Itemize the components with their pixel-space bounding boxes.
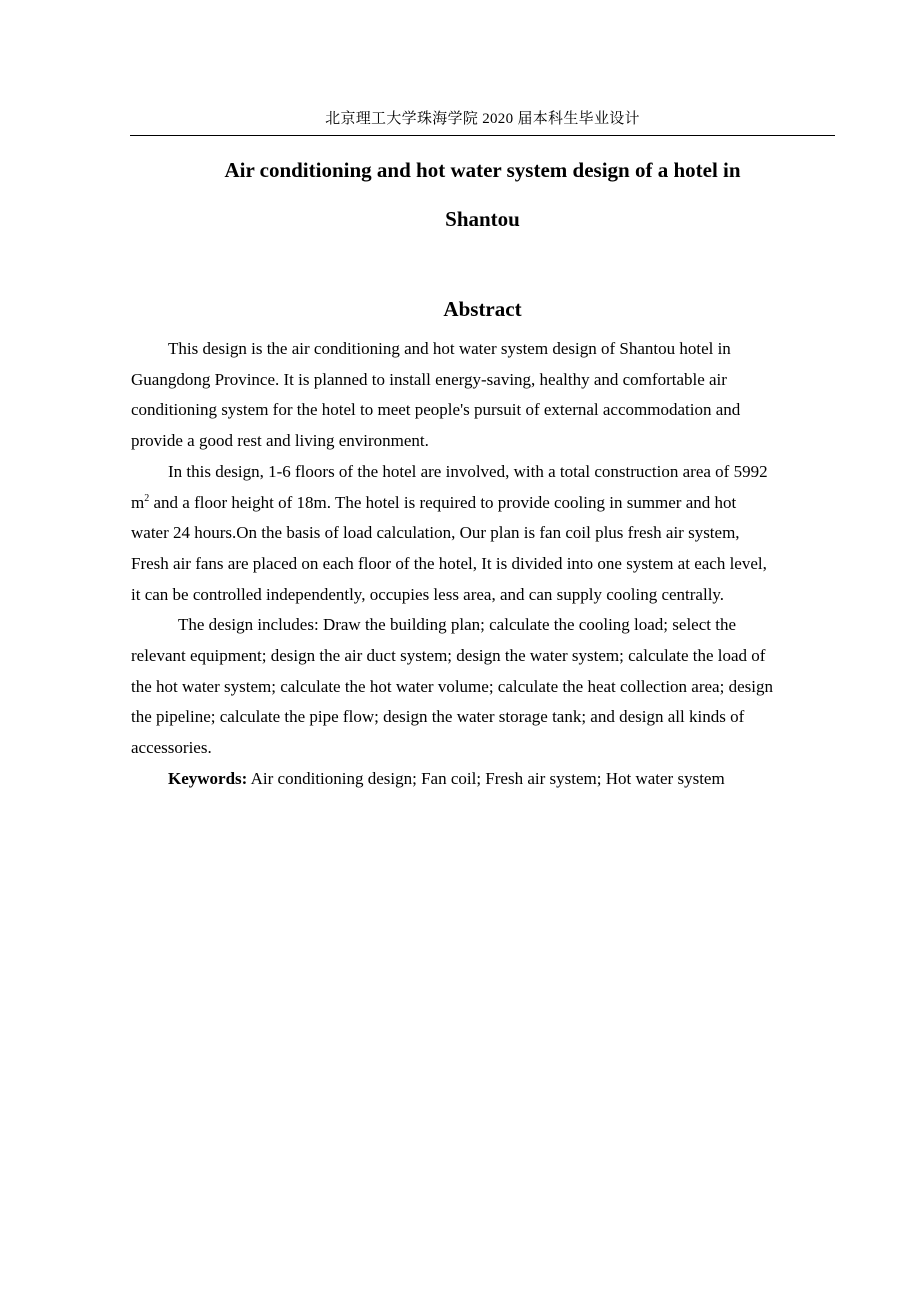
paragraph-1-line: conditioning system for the hotel to meet people's pursuit of external accommodation and: [131, 400, 741, 420]
thesis-title: [130, 146, 835, 244]
thesis-title-line-1: Air conditioning and hot water system design of a hotel in: [224, 158, 741, 182]
thesis-title-line-2: Shantou: [445, 207, 520, 231]
running-header: 北京理工大学珠海学院 2020 届本科生毕业设计: [325, 111, 640, 127]
paragraph-3-line: the pipeline; calculate the pipe flow; design the water storage tank; and design all kinds of: [131, 707, 745, 727]
paragraph-3-line: relevant equipment; design the air duct system; design the water system; calculate the load of: [131, 646, 766, 666]
keywords-line: [131, 764, 837, 795]
paragraph-3-line: the hot water system; calculate the hot water volume; calculate the heat collection area; design: [131, 676, 773, 696]
paragraph-3-line: The design includes: Draw the building plan; calculate the cooling load; select the: [178, 615, 736, 635]
paragraph-3-line: accessories.: [131, 738, 212, 758]
paragraph-1-line: Guangdong Province. It is planned to install energy-saving, healthy and comfortable air: [131, 369, 727, 389]
area-unit-exponent: 2: [144, 492, 150, 504]
paragraph-1-line: provide a good rest and living environment.: [131, 431, 429, 451]
paragraph-2-line: Fresh air fans are placed on each floor of the hotel, It is divided into one system at each level,: [131, 553, 767, 573]
paragraph-2-line: In this design, 1-6 floors of the hotel are involved, with a total construction area of 5992: [168, 461, 768, 481]
keywords-label: Keywords:: [168, 768, 248, 788]
paragraph-2-line: water 24 hours.On the basis of load calculation, Our plan is fan coil plus fresh air system,: [131, 523, 740, 543]
abstract-body: [131, 334, 837, 795]
paragraph-2-line-rest: and a floor height of 18m. The hotel is required to provide cooling in summer and hot: [149, 492, 737, 512]
paragraph-2-line: it can be controlled independently, occupies less area, and can supply cooling centrally.: [131, 584, 725, 604]
area-unit: m: [131, 492, 145, 512]
header-rule: [130, 135, 835, 136]
paragraph-1-line: This design is the air conditioning and hot water system design of Shantou hotel in: [168, 339, 731, 358]
abstract-heading: Abstract: [443, 297, 522, 321]
keywords-text: Air conditioning design; Fan coil; Fresh air system; Hot water system: [247, 768, 725, 788]
paragraph-2-line: [131, 488, 837, 519]
